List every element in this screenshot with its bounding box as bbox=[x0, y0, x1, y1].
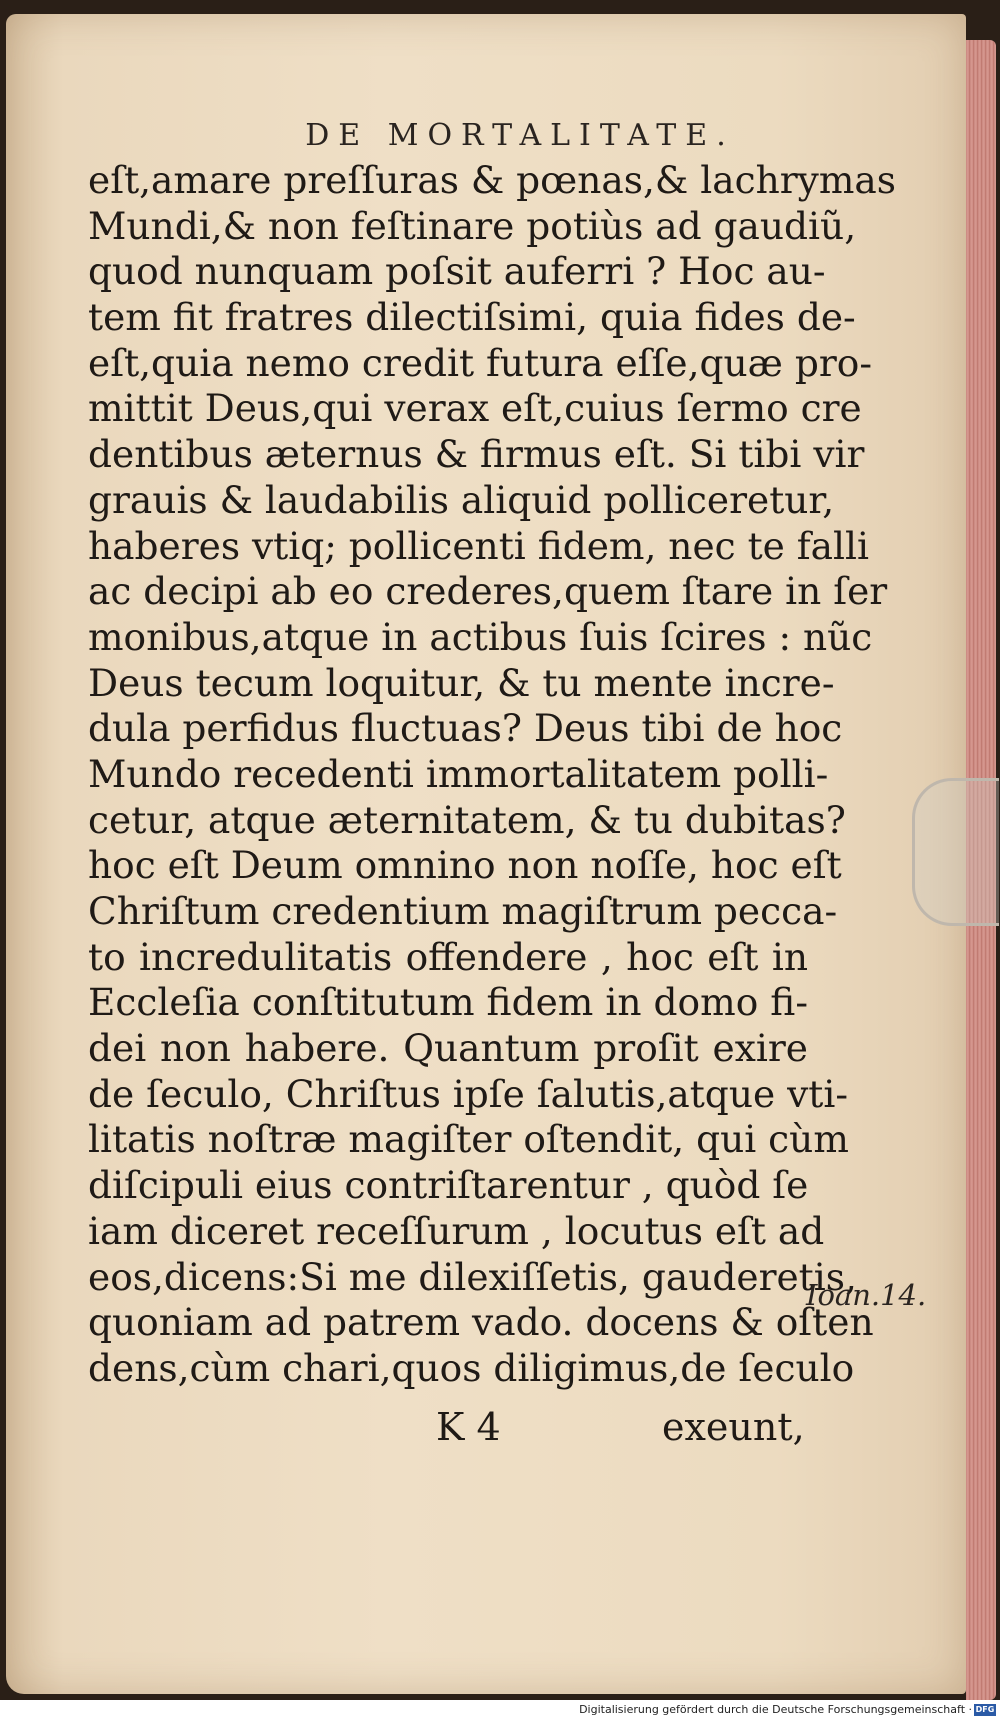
footer-credit: Digitalisierung gefördert durch die Deutsche Forschungsgemeinschaft · bbox=[579, 1703, 972, 1716]
text-line: cetur, atque æternitatem, & tu dubitas? bbox=[88, 797, 846, 842]
text-line: dentibus æternus & firmus eſt. Si tibi vir bbox=[88, 432, 865, 477]
text-line: Mundi,& non feſtinare potiùs ad gaudiũ, bbox=[88, 203, 857, 248]
text-line: haberes vtiq; pollicenti fidem, nec te falli bbox=[88, 523, 869, 568]
running-head: DE MORTALITATE. bbox=[305, 118, 735, 153]
dfg-logo: DFG bbox=[975, 1705, 995, 1714]
text-line: monibus,atque in actibus ſuis ſcires : nũc bbox=[88, 614, 873, 659]
text-line: tem fit fratres dilectiſsimi, quia fides de- bbox=[88, 295, 856, 340]
text-line: hoc eſt Deum omnino non noſſe, hoc eſt bbox=[88, 843, 842, 888]
text-line: eos,dicens:Si me dilexiſſetis, gauderetis, bbox=[88, 1254, 857, 1299]
text-line: eſt,amare preſſuras & pœnas,& lachrymas bbox=[88, 158, 896, 202]
text-line: dei non habere. Quantum proſit exire bbox=[88, 1026, 808, 1071]
text-line: mittit Deus,qui verax eſt,cuius ſermo cre bbox=[88, 386, 862, 431]
text-line: eſt,quia nemo credit futura eſſe,quæ pro- bbox=[88, 340, 873, 385]
text-line: litatis noſtræ magiſter oſtendit, qui cùm bbox=[88, 1117, 849, 1162]
text-line: dula perfidus fluctuas? Deus tibi de hoc bbox=[88, 706, 843, 751]
text-line: quod nunquam poſsit auferri ? Hoc au- bbox=[88, 249, 826, 294]
footer-bar bbox=[0, 1700, 1000, 1720]
text-line: quoniam ad patrem vado. docens & oſten bbox=[88, 1300, 874, 1345]
text-line: Eccleſia conſtitutum fidem in domo fi- bbox=[88, 980, 808, 1025]
text-line: Deus tecum loquitur, & tu mente incre- bbox=[88, 660, 835, 705]
page-clip bbox=[912, 778, 999, 926]
text-line: iam diceret receſſurum , locutus eſt ad bbox=[88, 1208, 825, 1253]
text-line: Chriſtum credentium magiſtrum pecca- bbox=[88, 889, 838, 933]
text-line: de ſeculo, Chriſtus ipſe ſalutis,atque vti- bbox=[88, 1071, 848, 1116]
catchword: exeunt, bbox=[662, 1405, 805, 1449]
text-line: ac decipi ab eo crederes,quem ſtare in ſer bbox=[88, 569, 888, 614]
text-line: Mundo recedenti immortalitatem polli- bbox=[88, 751, 829, 796]
text-line: dens,cùm chari,quos diligimus,de ſeculo bbox=[88, 1345, 855, 1390]
signature-mark: K 4 bbox=[436, 1405, 501, 1449]
text-line: diſcipuli eius contriſtarentur , quòd ſe bbox=[88, 1163, 809, 1208]
text-line: to incredulitatis offendere , hoc eſt in bbox=[88, 934, 808, 979]
text-line: grauis & laudabilis aliquid polliceretur, bbox=[88, 477, 835, 522]
margin-note: Ioan.14. bbox=[806, 1278, 927, 1312]
